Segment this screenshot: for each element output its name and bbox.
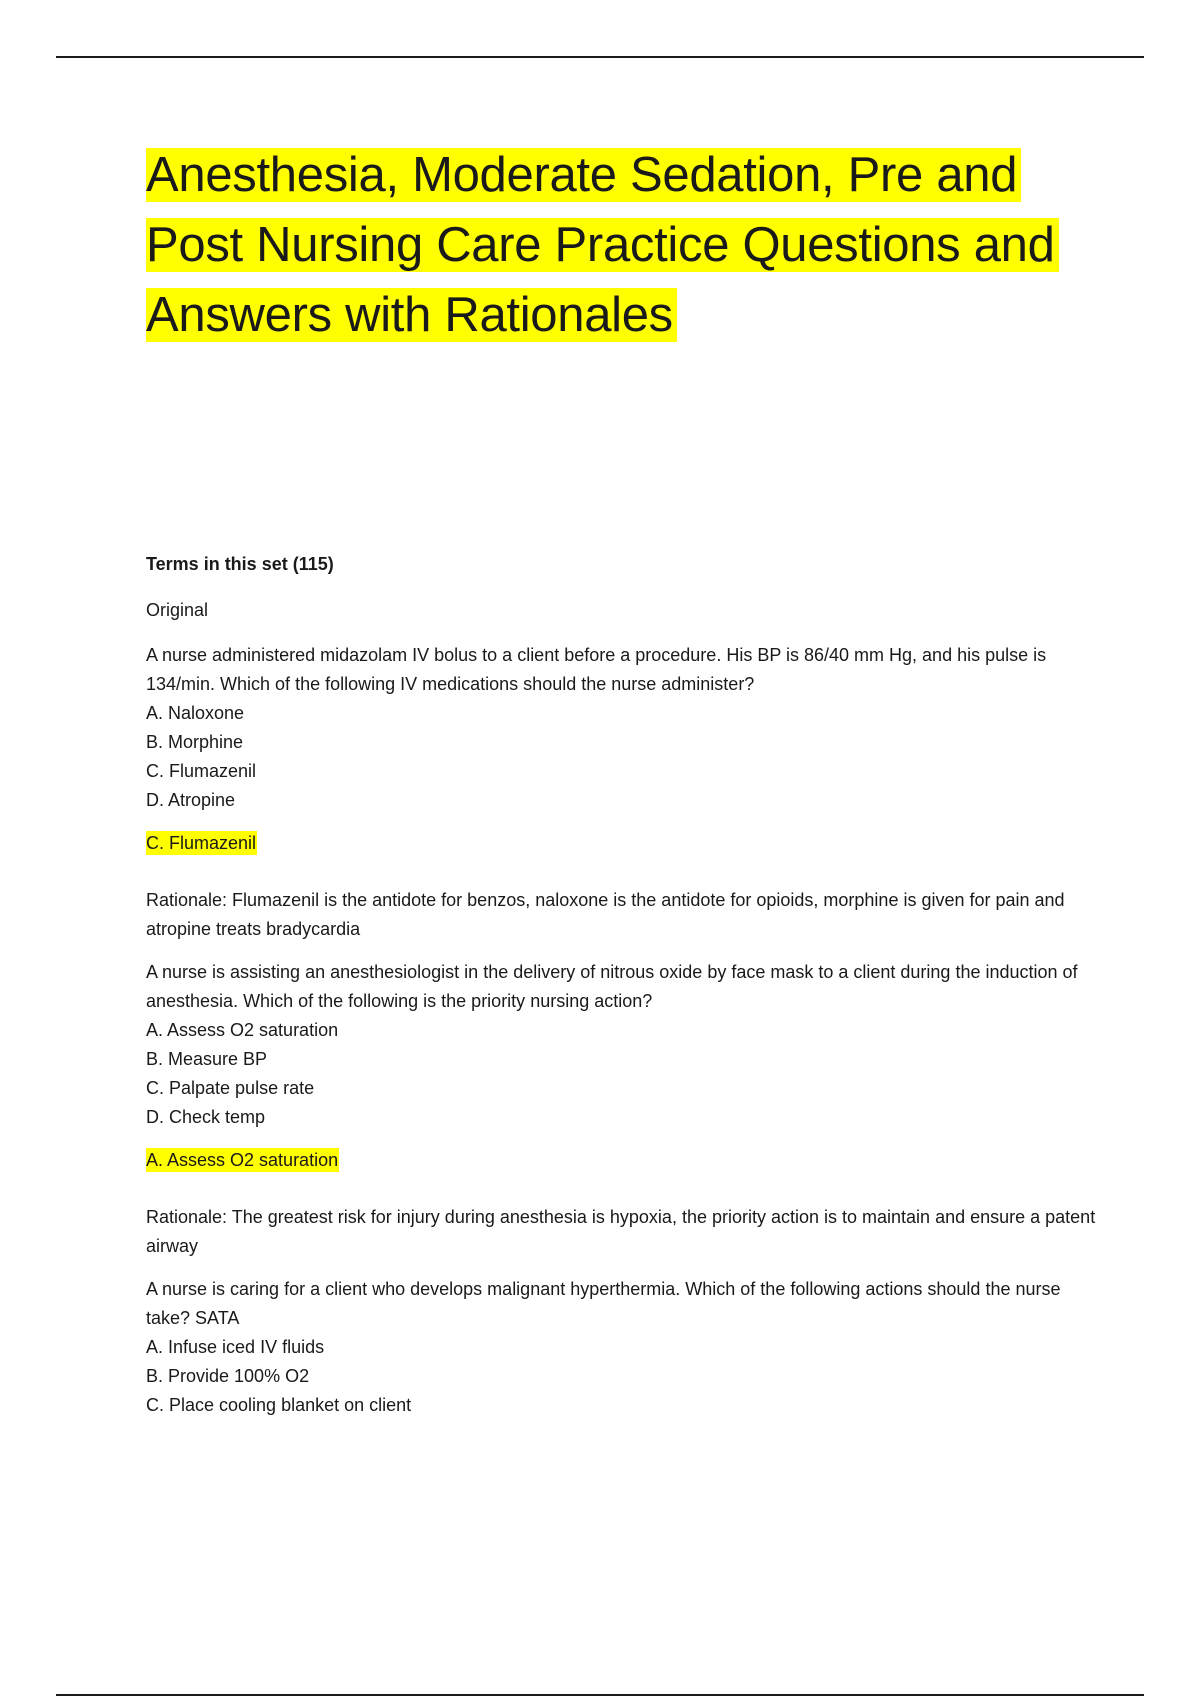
question-block-2: [146, 958, 1096, 1261]
questions-area: [146, 596, 1096, 1434]
top-rule: [56, 56, 1144, 58]
question-block-3: [146, 1275, 1096, 1420]
option-b: B. Morphine: [146, 732, 244, 752]
option-c: C. Palpate pulse rate: [146, 1078, 315, 1098]
question-block-1: [146, 641, 1096, 944]
rationale: Rationale: Flumazenil is the antidote for benzos, naloxone is the antidote for opioids, morphine is given for pain and atropine treats bradycardia: [146, 890, 1065, 939]
option-a: A. Infuse iced IV fluids: [146, 1337, 325, 1357]
option-d: D. Check temp: [146, 1107, 266, 1127]
rationale: Rationale: The greatest risk for injury during anesthesia is hypoxia, the priority action is to maintain and ensure a patent airway: [146, 1207, 1096, 1256]
document-title: [146, 140, 1096, 350]
question-text: A nurse is caring for a client who develops malignant hyperthermia. Which of the following actions should the nurse take? SATA: [146, 1279, 1061, 1328]
option-b: B. Provide 100% O2: [146, 1366, 310, 1386]
set-label: Original: [146, 600, 209, 620]
answer-highlight: A. Assess O2 saturation: [146, 1150, 339, 1170]
document-body: [146, 140, 1096, 1415]
option-d: D. Atropine: [146, 790, 236, 810]
option-b: B. Measure BP: [146, 1049, 268, 1069]
answer: [146, 1146, 1096, 1175]
question-text: A nurse is assisting an anesthesiologist in the delivery of nitrous oxide by face mask to a client during the induction of anesthesia. Which of the following is the priority nursing action?: [146, 962, 1078, 1011]
answer-highlight: C. Flumazenil: [146, 833, 257, 853]
option-a: A. Assess O2 saturation: [146, 1020, 339, 1040]
option-c: C. Place cooling blanket on client: [146, 1395, 412, 1415]
bottom-rule: [56, 1694, 1144, 1696]
option-a: A. Naloxone: [146, 703, 245, 723]
question-text: A nurse administered midazolam IV bolus to a client before a procedure. His BP is 86/40 mm Hg, and his pulse is 134/min. Which of the following IV medications should the nurse administer?: [146, 645, 1047, 694]
terms-heading: Terms in this set (115): [146, 554, 334, 574]
option-c: C. Flumazenil: [146, 761, 257, 781]
answer: [146, 829, 1096, 858]
title-highlight: Anesthesia, Moderate Sedation, Pre and Post Nursing Care Practice Questions and Answers with Rationales: [146, 148, 1059, 342]
